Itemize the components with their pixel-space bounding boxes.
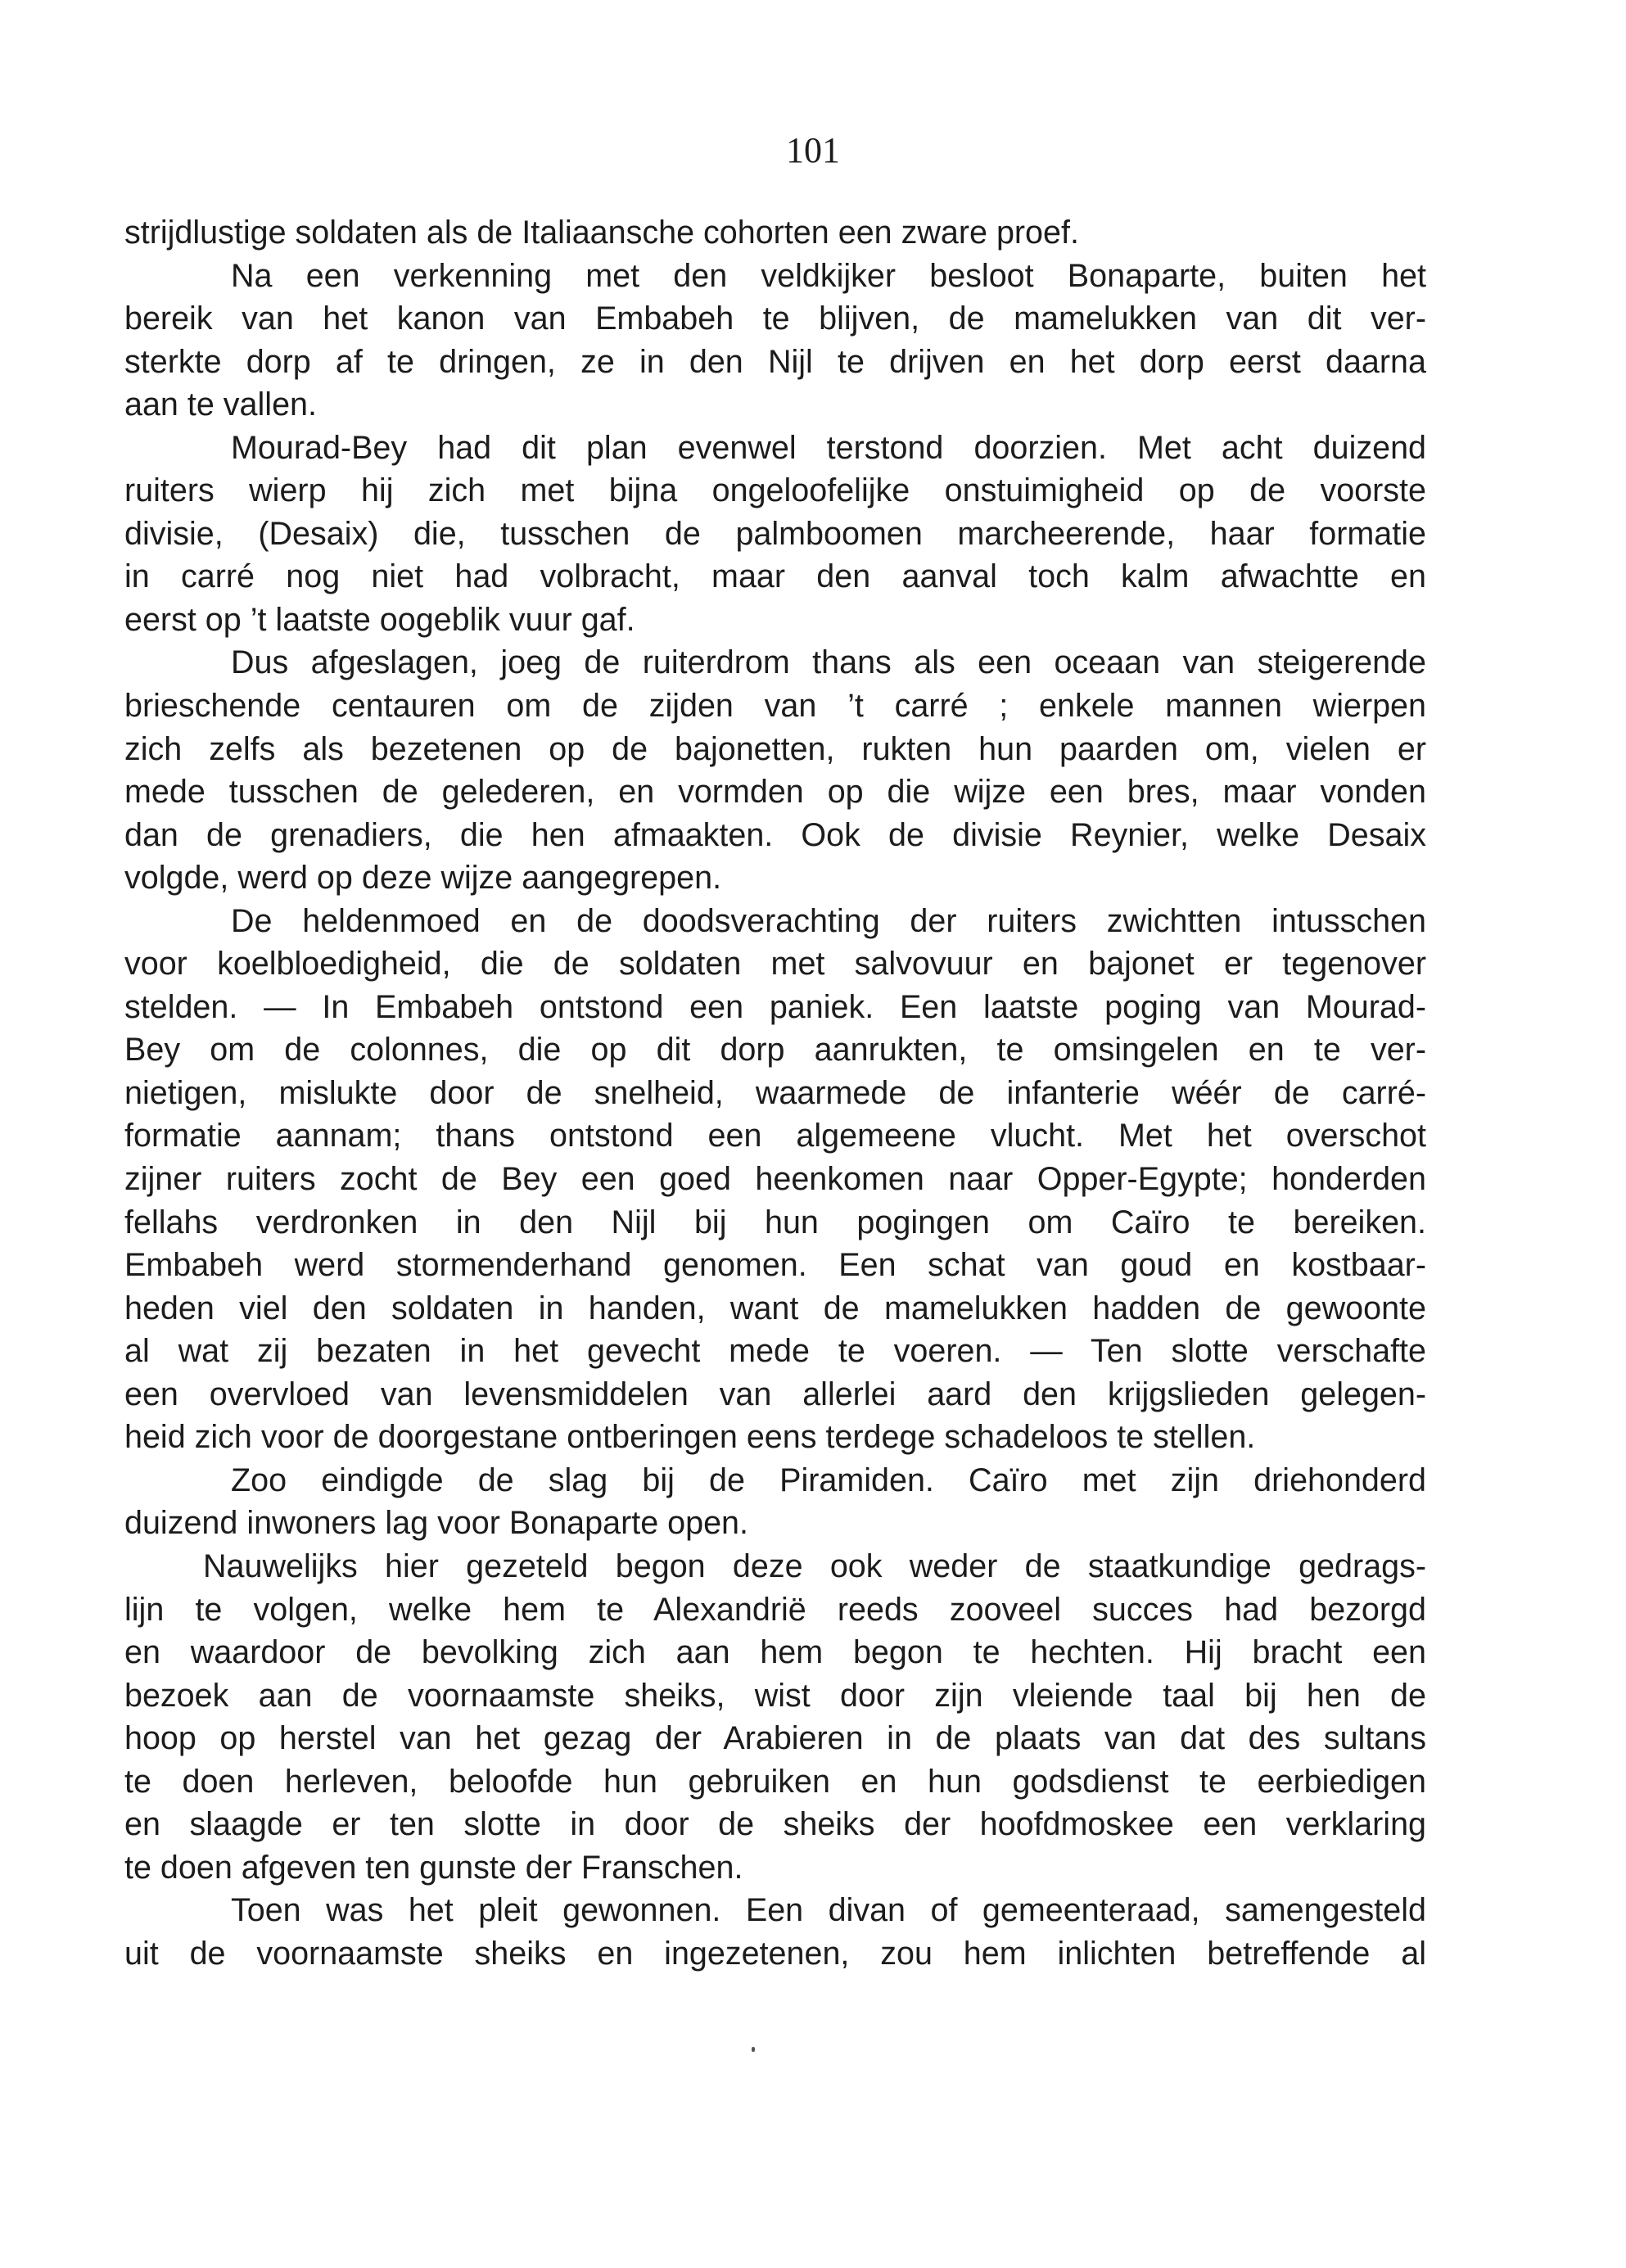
text-line: volgde, werd op deze wijze aangegrepen.	[124, 860, 722, 897]
paragraph	[124, 427, 1426, 642]
text-line: duizend inwoners lag voor Bonaparte open.	[124, 1505, 748, 1542]
text-line: zijner ruiters zocht de Bey een goed heenkomen naar Opper-Egypte; honderden	[124, 1161, 1426, 1198]
text-line: aan te vallen.	[124, 386, 317, 423]
text-line: bezoek aan de voornaamste sheiks, wist door zijn vleiende taal bij hen de	[124, 1677, 1426, 1714]
text-line: en slaagde er ten slotte in door de sheiks der hoofdmoskee een verklaring	[124, 1806, 1426, 1843]
text-line: mede tusschen de gelederen, en vormden op die wijze een bres, maar vonden	[124, 774, 1426, 811]
text-line: sterkte dorp af te dringen, ze in den Nijl te drijven en het dorp eerst daarna	[124, 343, 1426, 380]
paragraph	[124, 255, 1426, 427]
text-line: formatie aannam; thans ontstond een algemeene vlucht. Met het overschot	[124, 1118, 1426, 1154]
text-line: heid zich voor de doorgestane ontberingen eens terdege schadeloos te stellen.	[124, 1419, 1256, 1456]
text-line: Nauwelijks hier gezeteld begon deze ook weder de staatkundige gedrags-	[203, 1547, 1426, 1584]
page-number: 101	[786, 130, 840, 170]
text-line: een overvloed van levensmiddelen van allerlei aard den krijgslieden gelegen-	[124, 1376, 1426, 1412]
text-line: Na een verkenning met den veldkijker besloot Bonaparte, buiten het	[231, 257, 1426, 294]
text-line: divisie, (Desaix) die, tusschen de palmboomen marcheerende, haar formatie	[124, 515, 1426, 552]
body-text	[124, 211, 1426, 1975]
text-line: lijn te volgen, welke hem te Alexandrië reeds zooveel succes had bezorgd	[124, 1591, 1426, 1628]
text-line: ruiters wierp hij zich met bijna ongeloofelijke onstuimigheid op de voorste	[124, 472, 1426, 509]
text-line: brieschende centauren om de zijden van ’t carré ; enkele mannen wierpen	[124, 688, 1426, 725]
text-line: hoop op herstel van het gezag der Arabieren in de plaats van dat des sultans	[124, 1720, 1426, 1757]
text-line: heden viel den soldaten in handen, want de mamelukken hadden de gewoonte	[124, 1290, 1426, 1326]
paragraph	[124, 211, 1426, 255]
text-line: te doen afgeven ten gunste der Franschen.	[124, 1849, 743, 1886]
text-line: Toen was het pleit gewonnen. Een divan of gemeenteraad, samengesteld	[231, 1892, 1426, 1929]
text-line: De heldenmoed en de doodsverachting der ruiters zwichtten intusschen	[231, 902, 1426, 939]
text-line: nietigen, mislukte door de snelheid, waarmede de infanterie wéér de carré-	[124, 1074, 1426, 1111]
text-line: in carré nog niet had volbracht, maar den aanval toch kalm afwachtte en	[124, 558, 1426, 595]
text-line: uit de voornaamste sheiks en ingezetenen, zou hem inlichten betreffende al	[124, 1935, 1426, 1972]
text-line: dan de grenadiers, die hen afmaakten. Ook de divisie Reynier, welke Desaix	[124, 816, 1426, 853]
text-line: bereik van het kanon van Embabeh te blijven, de mamelukken van dit ver-	[124, 300, 1426, 337]
ink-speck	[752, 2047, 755, 2052]
text-line: voor koelbloedigheid, die de soldaten met salvovuur en bajonet er tegenover	[124, 946, 1426, 983]
paragraph	[124, 900, 1426, 1459]
text-line: eerst op ’t laatste oogeblik vuur gaf.	[124, 601, 635, 638]
paragraph	[124, 641, 1426, 899]
text-line: Bey om de colonnes, die op dit dorp aanrukten, te omsingelen en te ver-	[124, 1032, 1426, 1068]
text-line: Zoo eindigde de slag bij de Piramiden. Caïro met zijn driehonderd	[231, 1462, 1426, 1498]
text-line: zich zelfs als bezetenen op de bajonetten, rukten hun paarden om, vielen er	[124, 730, 1426, 767]
text-line: stelden. — In Embabeh ontstond een paniek. Een laatste poging van Mourad-	[124, 988, 1426, 1025]
text-line: strijdlustige soldaten als de Italiaansche cohorten een zware proef.	[124, 215, 1079, 251]
paragraph	[124, 1889, 1426, 1975]
paragraph	[124, 1459, 1426, 1545]
text-line: en waardoor de bevolking zich aan hem begon te hechten. Hij bracht een	[124, 1634, 1426, 1671]
text-line: Mourad-Bey had dit plan evenwel terstond doorzien. Met acht duizend	[231, 429, 1426, 466]
text-line: al wat zij bezaten in het gevecht mede te voeren. — Ten slotte verschafte	[124, 1333, 1426, 1370]
paragraph	[124, 1545, 1426, 1889]
text-line: Dus afgeslagen, joeg de ruiterdrom thans als een oceaan van steigerende	[231, 644, 1426, 681]
text-line: fellahs verdronken in den Nijl bij hun pogingen om Caïro te bereiken.	[124, 1204, 1426, 1240]
text-line: Embabeh werd stormenderhand genomen. Een schat van goud en kostbaar-	[124, 1247, 1426, 1284]
text-line: te doen herleven, beloofde hun gebruiken en hun godsdienst te eerbiedigen	[124, 1763, 1426, 1800]
